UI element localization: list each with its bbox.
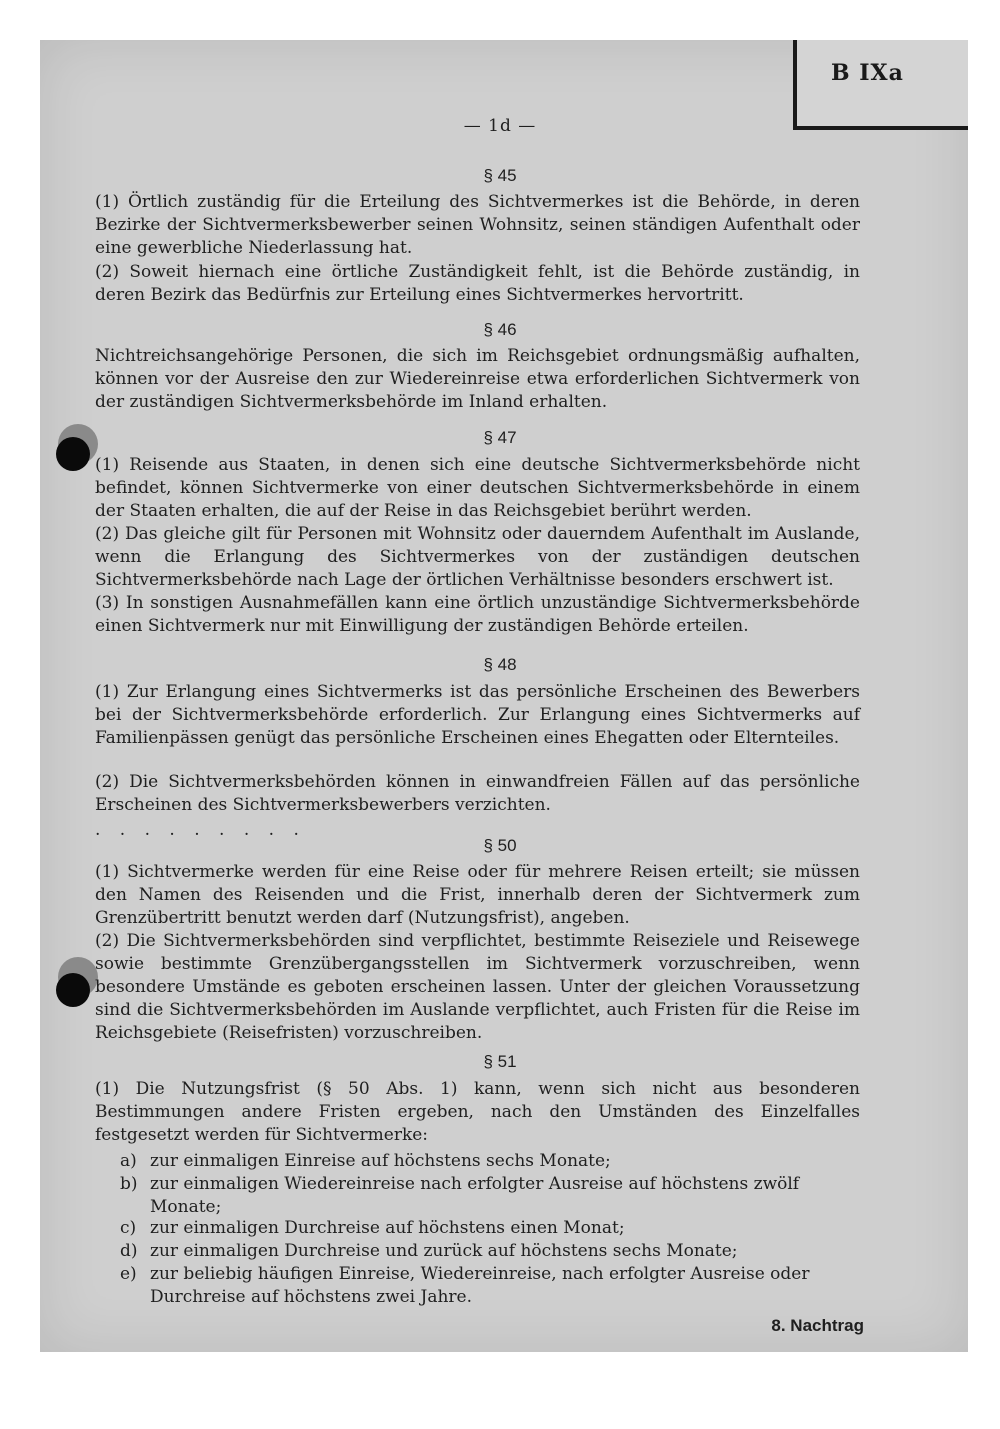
- supplement-label: 8. Nachtrag: [771, 1316, 864, 1335]
- section-heading-45: § 45: [483, 166, 517, 185]
- paragraph-45-2: (2) Soweit hiernach eine örtliche Zuständigkeit fehlt, ist die Behörde zuständig, in deren Bezirk das Bedürfnis zur Erteilung eines Sichtvermerkes hervortritt.: [95, 262, 860, 305]
- section-heading-50: § 50: [483, 836, 517, 855]
- register-label: B IXa: [831, 60, 904, 86]
- section-heading-51: § 51: [483, 1052, 517, 1071]
- paragraph-47-3: (3) In sonstigen Ausnahmefällen kann eine örtlich unzuständige Sichtvermerksbehörde einen Sichtvermerk nur mit Einwilligung der zuständigen Behörde erteilen.: [95, 593, 860, 636]
- list-item-text: zur beliebig häufigen Einreise, Wiedereinreise, nach erfolgter Ausreise oder Durchreise auf höchstens zwei Jahre.: [150, 1264, 810, 1307]
- paragraph-51-1: (1) Die Nutzungsfrist (§ 50 Abs. 1) kann, wenn sich nicht aus besonderen Bestimmungen andere Fristen ergeben, nach den Umständen des Einzelfalles festgesetzt werden für Sichtvermerke:: [95, 1079, 860, 1145]
- list-item-text: zur einmaligen Durchreise auf höchstens einen Monat;: [150, 1218, 625, 1238]
- list-item-letter: a): [120, 1151, 137, 1171]
- paragraph-48-1: (1) Zur Erlangung eines Sichtvermerks ist das persönliche Erscheinen des Bewerbers bei der Sichtvermerksbehörde erforderlich. Zur Erlangung eines Sichtvermerks auf Familienpässen genügt das persönliche Erscheinen eines Ehegatten oder Elternteiles.: [95, 682, 860, 748]
- list-item-text: zur einmaligen Wiedereinreise nach erfolgter Ausreise auf höchstens zwölf Monate;: [150, 1174, 800, 1217]
- page-number: — 1d —: [463, 116, 537, 136]
- list-item-letter: d): [120, 1241, 138, 1261]
- list-item-letter: c): [120, 1218, 137, 1238]
- section-heading-46: § 46: [483, 320, 517, 339]
- list-item-letter: e): [120, 1264, 137, 1284]
- section-heading-47: § 47: [483, 428, 517, 447]
- paragraph-50-2: (2) Die Sichtvermerksbehörden sind verpflichtet, bestimmte Reiseziele und Reisewege sowie bestimmte Grenzübergangsstellen im Sichtvermerk vorzuschreiben, wenn besondere Umstände es geboten erscheinen lassen. Unter der gleichen Voraussetzung sind die Sichtvermerksbehörden im Auslande verpflichtet, auch Fristen für die Reise im Reichsgebiete (Reisefristen) vorzuschreiben.: [95, 931, 860, 1043]
- paragraph-47-2: (2) Das gleiche gilt für Personen mit Wohnsitz oder dauerndem Aufenthalt im Auslande, wenn die Erlangung des Sichtvermerkes von der zuständigen deutschen Sichtvermerksbehörde nach Lage der örtlichen Verhältnisse besonders erschwert ist.: [95, 524, 860, 590]
- list-item-text: zur einmaligen Durchreise und zurück auf höchstens sechs Monate;: [150, 1241, 738, 1261]
- section-heading-48: § 48: [483, 655, 517, 674]
- list-item-text: zur einmaligen Einreise auf höchstens sechs Monate;: [150, 1151, 611, 1171]
- paragraph-45-1: (1) Örtlich zuständig für die Erteilung des Sichtvermerkes ist die Behörde, in deren Bezirke der Sichtvermerksbewerber seinen Wohnsitz, seinen ständigen Aufenthalt oder eine gewerbliche Niederlassung hat.: [95, 192, 860, 258]
- paragraph-47-1: (1) Reisende aus Staaten, in denen sich eine deutsche Sichtvermerksbehörde nicht befindet, können Sichtvermerke von einer deutschen Sichtvermerksbehörde in einem der Staaten erhalten, die auf der Reise in das Reichsgebiet berührt werden.: [95, 455, 860, 521]
- paragraph-48-2: (2) Die Sichtvermerksbehörden können in einwandfreien Fällen auf das persönliche Erscheinen des Sichtvermerksbewerbers verzichten.: [95, 772, 860, 815]
- paragraph-46-1: Nichtreichsangehörige Personen, die sich im Reichsgebiet ordnungsmäßig aufhalten, können vor der Ausreise den zur Wiedereinreise etwa erforderlichen Sichtvermerk von der zuständigen Sichtvermerksbehörde im Inland erhalten.: [95, 346, 860, 412]
- list-item-letter: b): [120, 1174, 138, 1194]
- punch-hole: [56, 973, 90, 1007]
- paragraph-50-1: (1) Sichtvermerke werden für eine Reise oder für mehrere Reisen erteilt; sie müssen den Namen des Reisenden und die Frist, innerhalb deren der Sichtvermerk zum Grenzübertritt benutzt werden darf (Nutzungsfrist), angeben.: [95, 862, 860, 928]
- omission-dots: . . . . . . . . .: [95, 820, 306, 840]
